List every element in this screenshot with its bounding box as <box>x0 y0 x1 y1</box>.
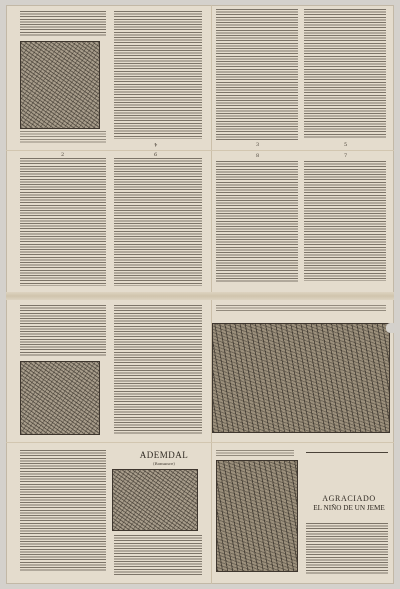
text-column <box>20 158 106 286</box>
ademdal-subtitle: (Romance) <box>153 461 175 466</box>
text-column <box>20 305 106 357</box>
text-column <box>114 535 202 575</box>
woodcut-illustration <box>216 460 298 572</box>
text-column <box>114 158 202 286</box>
text-column <box>20 131 106 143</box>
page-number: 8 <box>256 153 260 159</box>
paper-tear <box>386 323 398 333</box>
page-number: 3 <box>256 142 260 148</box>
page-number: 7 <box>344 153 348 159</box>
text-column <box>20 11 106 37</box>
text-column <box>216 161 298 283</box>
text-column <box>114 305 202 435</box>
woodcut-illustration <box>20 41 100 129</box>
text-column <box>304 9 386 139</box>
woodcut-illustration <box>112 469 198 531</box>
text-strip <box>216 305 386 313</box>
text-column <box>216 9 298 141</box>
text-column <box>114 11 202 139</box>
fold-line-lower <box>6 442 394 443</box>
horizontal-fold <box>6 292 394 300</box>
page-number: 4 <box>154 141 158 147</box>
text-column <box>20 450 106 572</box>
page-number: 6 <box>154 152 158 158</box>
large-woodcut-illustration <box>212 323 390 433</box>
page-number: 2 <box>61 152 65 158</box>
text-column <box>306 523 388 575</box>
agraciado-subtitle: EL NIÑO DE UN JEME <box>313 504 385 512</box>
fold-line-upper <box>6 150 394 151</box>
agraciado-title: AGRACIADO <box>322 494 376 503</box>
page-number: 5 <box>344 142 348 148</box>
woodcut-illustration <box>20 361 100 435</box>
text-column <box>304 161 386 281</box>
title-rule <box>306 452 388 453</box>
broadside-sheet <box>6 5 394 584</box>
text-strip <box>216 450 294 456</box>
ademdal-title: ADEMDAL <box>139 450 189 460</box>
